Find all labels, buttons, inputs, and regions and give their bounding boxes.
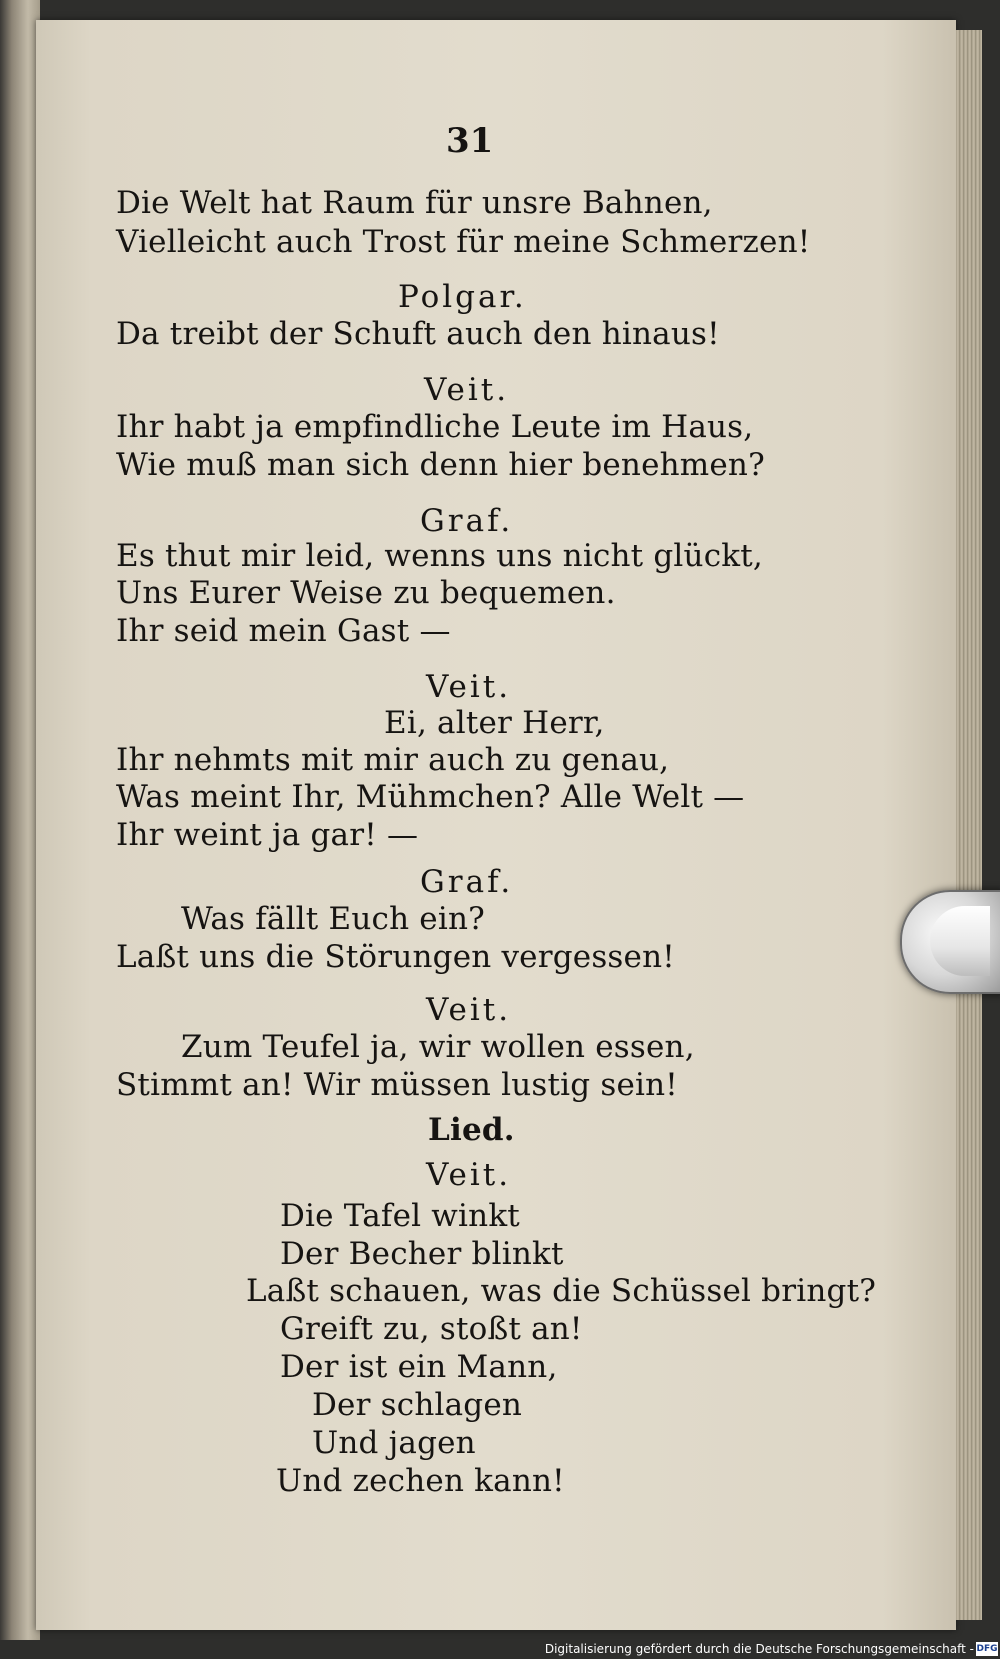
verse-line: Der schlagen	[312, 1387, 523, 1423]
verse-line: Die Welt hat Raum für unsre Bahnen,	[116, 185, 713, 221]
verse-line: Laßt schauen, was die Schüssel bringt?	[246, 1273, 877, 1309]
verse-line: Wie muß man sich denn hier benehmen?	[116, 447, 765, 483]
page-number: 31	[446, 121, 494, 161]
verse-line: Ihr nehmts mit mir auch zu genau,	[116, 742, 670, 778]
speaker-name: Polgar.	[398, 279, 527, 315]
verse-line: Was fällt Euch ein?	[181, 901, 485, 937]
verse-line: Ihr weint ja gar! —	[116, 817, 419, 853]
bookmark-clip	[900, 890, 1000, 994]
verse-line: Die Tafel winkt	[280, 1198, 520, 1234]
dfg-logo-icon: DFG	[976, 1644, 998, 1654]
digitization-footer	[544, 1640, 1000, 1659]
section-heading: Lied.	[428, 1112, 515, 1148]
speaker-name: Veit.	[426, 1157, 512, 1193]
verse-line: Es thut mir leid, wenns uns nicht glückt,	[116, 538, 763, 574]
verse-line: Laßt uns die Störungen vergessen!	[116, 939, 675, 975]
verse-line: Der Becher blinkt	[280, 1236, 564, 1272]
page-stack-edge	[956, 30, 982, 1620]
verse-line: Und jagen	[312, 1425, 476, 1461]
speaker-name: Graf.	[420, 503, 514, 539]
previous-page-edge	[0, 0, 40, 1640]
verse-line: Ihr seid mein Gast —	[116, 613, 451, 649]
verse-line: Vielleicht auch Trost für meine Schmerzen!	[116, 224, 811, 260]
verse-line: Ihr habt ja empfindliche Leute im Haus,	[116, 409, 754, 445]
verse-line: Zum Teufel ja, wir wollen essen,	[181, 1029, 695, 1065]
speaker-name: Graf.	[420, 864, 514, 900]
footer-credit: Digitalisierung gefördert durch die Deutsche Forschungsgemeinschaft -	[544, 1642, 974, 1656]
verse-line: Greift zu, stoßt an!	[280, 1311, 583, 1347]
verse-line: Da treibt der Schuft auch den hinaus!	[116, 316, 720, 352]
speaker-name: Veit.	[426, 669, 512, 705]
verse-line: Der ist ein Mann,	[280, 1349, 558, 1385]
speaker-name: Veit.	[426, 992, 512, 1028]
verse-line: Was meint Ihr, Mühmchen? Alle Welt —	[116, 779, 745, 815]
speaker-name: Veit.	[424, 372, 510, 408]
verse-line: Und zechen kann!	[276, 1463, 565, 1499]
verse-line: Uns Eurer Weise zu bequemen.	[116, 575, 616, 611]
verse-line: Ei, alter Herr,	[384, 705, 605, 741]
verse-line: Stimmt an! Wir müssen lustig sein!	[116, 1067, 678, 1103]
book-page	[36, 20, 956, 1630]
